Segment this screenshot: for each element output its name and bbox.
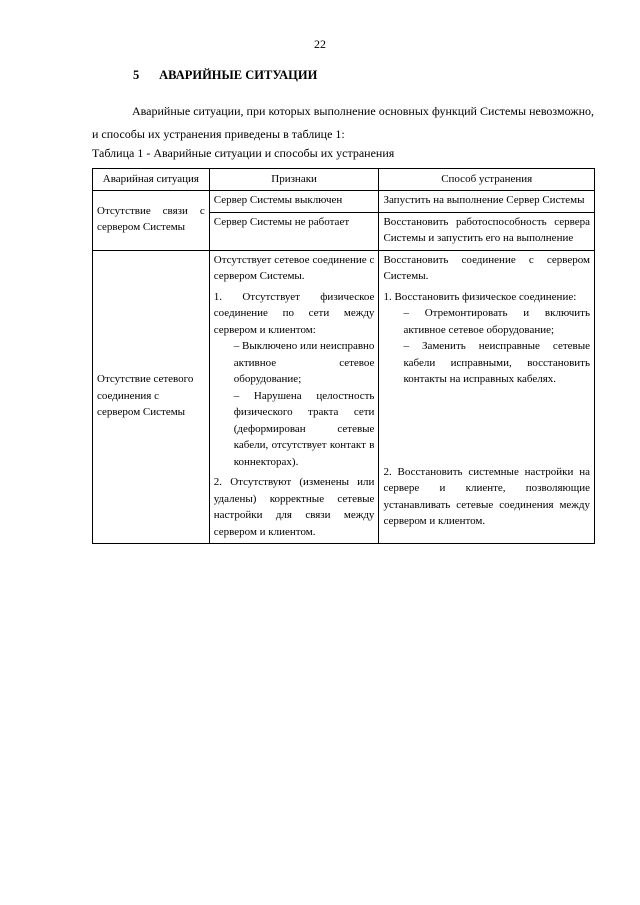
signs-item-2: 2. Отсутствуют (изменены или удалены) корректные сетевые настройки для связи между сервером и клиентом. [213, 476, 375, 538]
page-number: 22 [314, 37, 326, 51]
fix-start-server: Запустить на выполнение Сервер Системы [379, 191, 595, 213]
table-row [93, 191, 595, 213]
fixes-intro: Восстановить соединение с сервером Системы. [383, 253, 590, 282]
signs-item-1: 1. Отсутствует физическое соединение по сети между сервером и клиентом: [213, 290, 375, 336]
fix-restore-server: Восстановить работоспособность сервера Системы и запустить его на выполнение [379, 212, 595, 250]
emergency-table [92, 168, 595, 544]
section-title: АВАРИЙНЫЕ СИТУАЦИИ [159, 68, 318, 82]
fixes-item-2: 2. Восстановить системные настройки на сервере и клиенте, позволяющие устанавливать сетевые соединения между сервером и клиентом. [383, 465, 590, 527]
fixes-network-cell [379, 250, 595, 544]
header-signs: Признаки [209, 169, 379, 191]
signs-sub-1: – Выключено или неисправно активное сетевое оборудование; [233, 340, 375, 385]
sign-server-off: Сервер Системы выключен [209, 191, 379, 213]
sign-server-not-working: Сервер Системы не работает [209, 212, 379, 250]
intro-paragraph: Аварийные ситуации, при которых выполнение основных функций Системы невозможно, и способы их устранения приведены в таблице 1: [92, 104, 594, 141]
table-caption: Таблица 1 - Аварийные ситуации и способы их устранения [92, 146, 395, 160]
fixes-sub-2: – Заменить неисправные сетевые кабели исправными, восстановить контакты на исправных кабелях. [403, 340, 590, 385]
header-situation: Аварийная ситуация [93, 169, 210, 191]
signs-intro: Отсутствует сетевое соединение с сервером Системы. [213, 253, 375, 282]
section-heading [133, 68, 317, 83]
table-header-row [93, 169, 595, 191]
fixes-item-1: 1. Восстановить физическое соединение: [383, 290, 577, 303]
situation-no-network: Отсутствие сетевого соединения с сервером Системы [93, 250, 210, 544]
header-fix: Способ устранения [379, 169, 595, 191]
fixes-sub-1: – Отремонтировать и включить активное сетевое оборудование; [403, 307, 590, 336]
signs-sub-2: – Нарушена целостность физического тракта сети (деформирован сетевые кабели, отсутствует контакт в коннекторах). [233, 389, 375, 468]
table-row [93, 250, 595, 544]
section-number: 5 [133, 68, 140, 82]
situation-no-connection: Отсутствие связи с сервером Системы [93, 191, 210, 251]
signs-network-cell [209, 250, 379, 544]
spacer [383, 388, 590, 464]
